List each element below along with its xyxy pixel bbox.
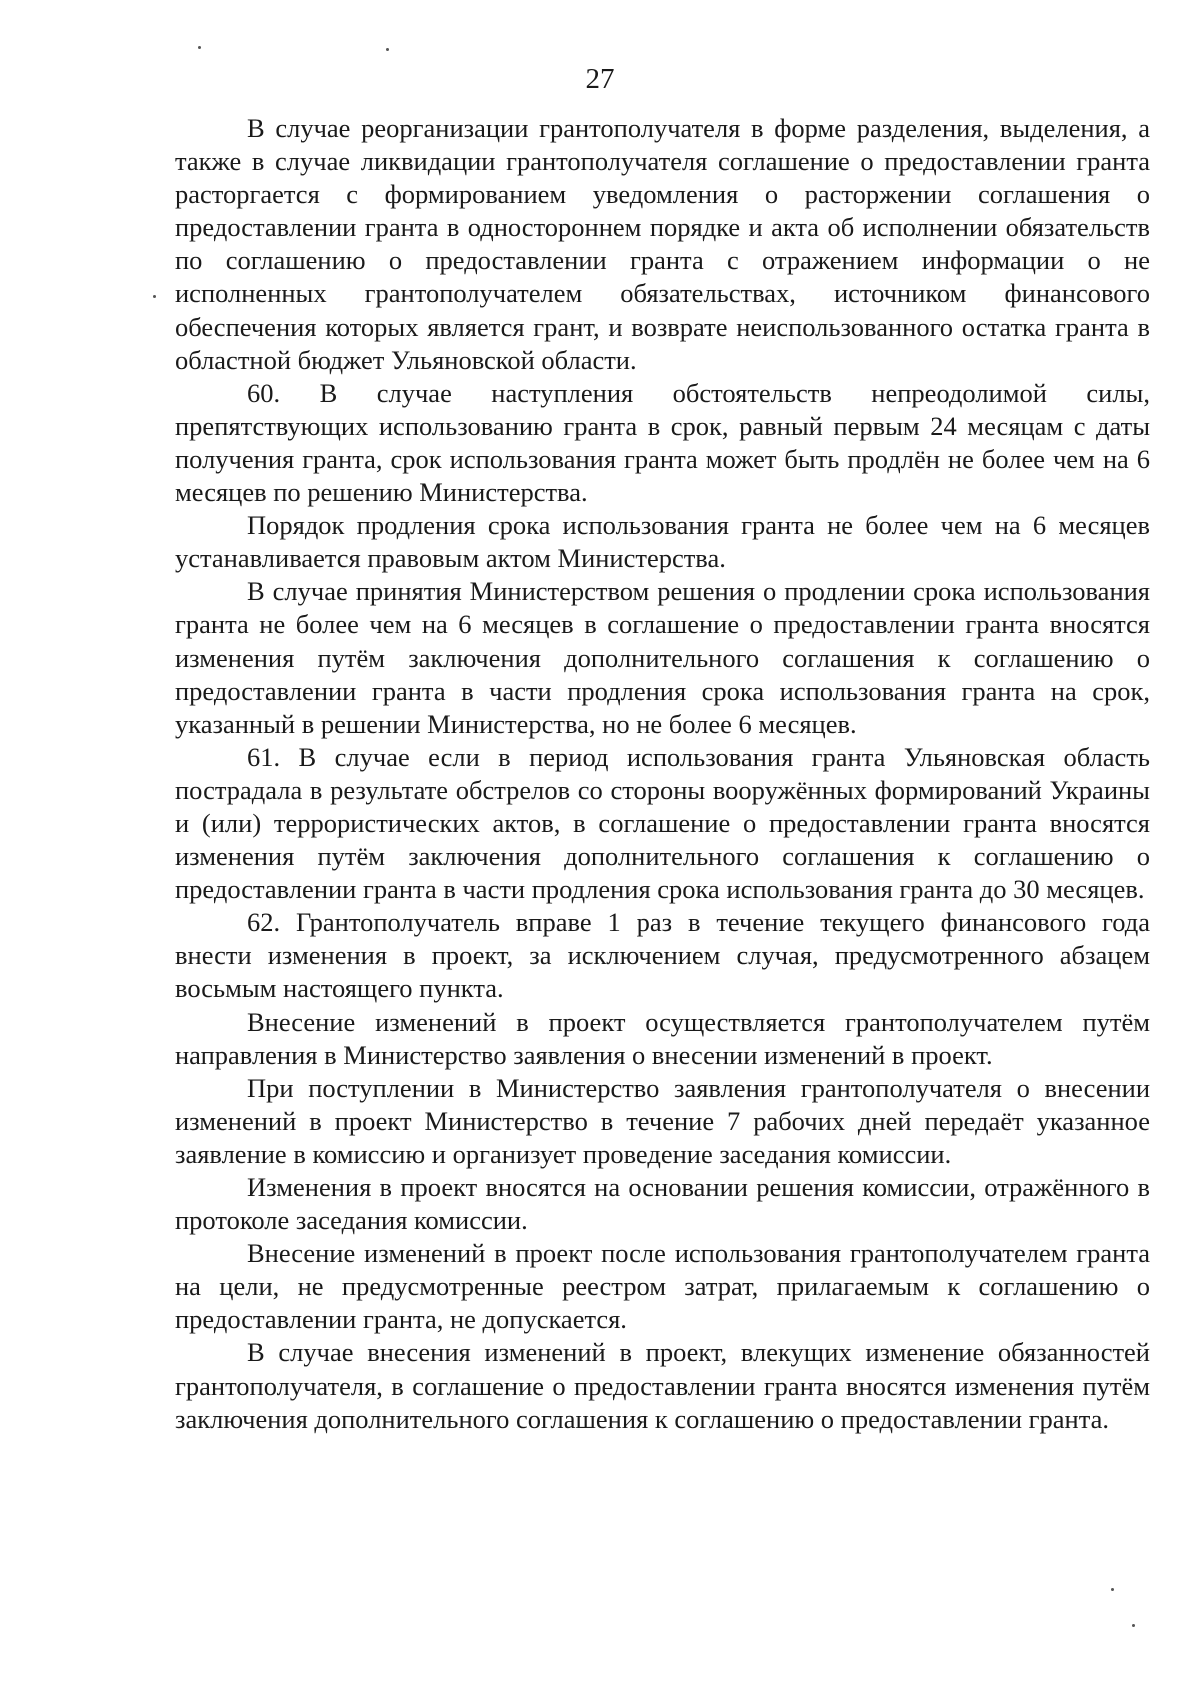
- paragraph-extension-decision: В случае принятия Министерством решения о продлении срока использования гранта не более чем на 6 месяцев в соглашение о предоставлении гранта вносятся изменения путём заключения дополнительного соглашения к соглашению о предоставлении гранта в части продления срока использования гранта на срок, указанный в решении Министерства, но не более 6 месяцев.: [175, 576, 1150, 739]
- document-body: [175, 112, 1150, 1436]
- paragraph-62: 62. Грантополучатель вправе 1 раз в течение текущего финансового года внести изменения в проект, за исключением случая, предусмотренного абзацем восьмым настоящего пункта.: [175, 907, 1150, 1004]
- paragraph-61: 61. В случае если в период использования гранта Ульяновская область пострадала в результате обстрелов со стороны вооружённых формирований Украины и (или) террористических актов, в соглашение о предоставлении гранта вносятся изменения путём заключения дополнительного соглашения к соглашению о предоставлении гранта в части продления срока использования гранта до 30 месяцев.: [175, 741, 1150, 905]
- page-number: 27: [585, 63, 615, 95]
- scan-speck: [386, 48, 389, 51]
- paragraph-changes-restriction: Внесение изменений в проект после использования грантополучателем гранта на цели, не предусмотренные реестром затрат, прилагаемым к соглашению о предоставлении гранта, не допускается.: [175, 1238, 1150, 1335]
- paragraph-changes-application: Внесение изменений в проект осуществляется грантополучателем путём направления в Министерство заявления о внесении изменений в проект.: [175, 1006, 1150, 1070]
- paragraph-reorganization: В случае реорганизации грантополучателя в форме разделения, выделения, а также в случае ликвидации грантополучателя соглашение о предоставлении гранта расторгается с формированием уведомления о расторжении соглашения о предоставлении гранта в одностороннем порядке и акта об исполнении обязательств по соглашению о предоставлении гранта с отражением информации о не исполненных грантополучателем обязательствах, источником финансового обеспечения которых является грант, и возврате неиспользованного остатка гранта в областной бюджет Ульяновской области.: [175, 113, 1150, 375]
- scan-speck: [1132, 1624, 1135, 1627]
- scan-speck: [198, 46, 201, 49]
- paragraph-changes-protocol: Изменения в проект вносятся на основании решения комиссии, отражённого в протоколе заседания комиссии.: [175, 1172, 1150, 1236]
- paragraph-changes-obligations: В случае внесения изменений в проект, влекущих изменение обязанностей грантополучателя, в соглашение о предоставлении гранта вносятся изменения путём заключения дополнительного соглашения к соглашению о предоставлении гранта.: [175, 1337, 1150, 1434]
- paragraph-changes-review: При поступлении в Министерство заявления грантополучателя о внесении изменений в проект Министерство в течение 7 рабочих дней передаёт указанное заявление в комиссию и организует проведение заседания комиссии.: [175, 1072, 1150, 1169]
- scan-speck: [1111, 1588, 1114, 1591]
- paragraph-extension-procedure: Порядок продления срока использования гранта не более чем на 6 месяцев устанавливается правовым актом Министерства.: [175, 510, 1150, 574]
- paragraph-60: 60. В случае наступления обстоятельств непреодолимой силы, препятствующих использованию гранта в срок, равный первым 24 месяцам с даты получения гранта, срок использования гранта может быть продлён не более чем на 6 месяцев по решению Министерства.: [175, 377, 1150, 508]
- scan-speck: [153, 295, 156, 298]
